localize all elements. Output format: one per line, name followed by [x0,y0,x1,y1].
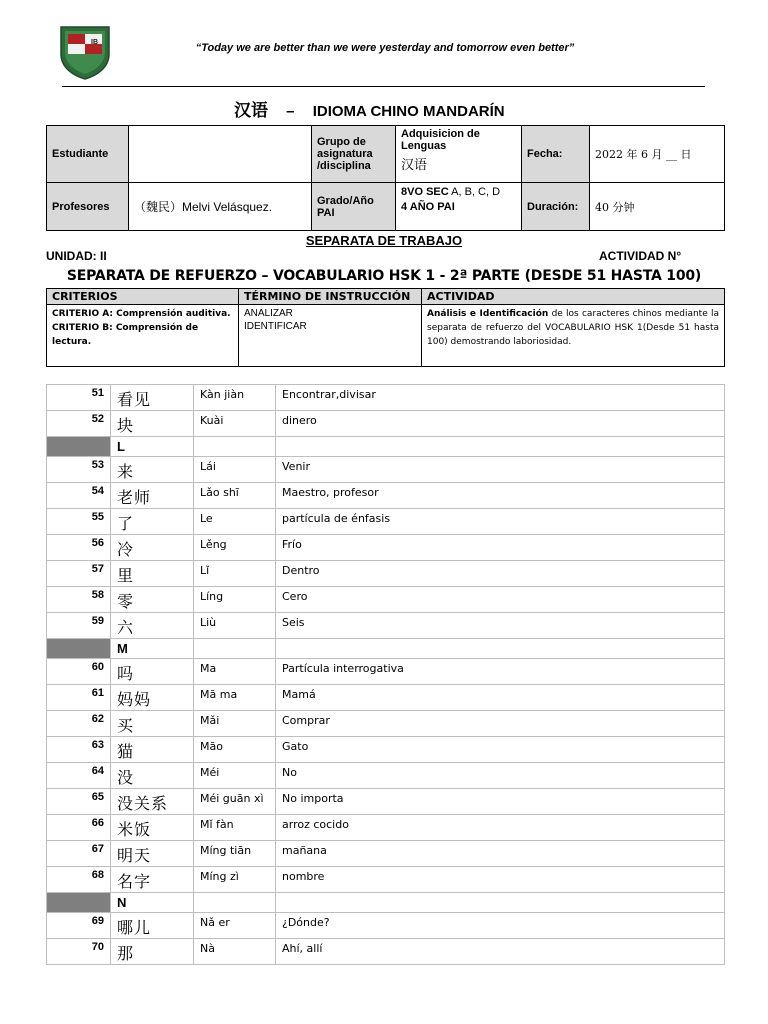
grade-value [396,183,522,231]
title-spanish: IDIOMA CHINO MANDARÍN [312,103,505,120]
vocab-hanzi: 妈妈 [111,685,194,711]
vocab-hanzi: 名字 [111,867,194,893]
letter-shade-cell [47,893,111,913]
logo-text: IB [91,39,98,46]
vocab-hanzi: 了 [111,509,194,535]
vocab-hanzi: 冷 [111,535,194,561]
vocab-pinyin: Lǐ [194,561,276,587]
vocab-pinyin: Kàn jiàn [194,385,276,411]
vocab-number: 57 [47,561,111,587]
vocab-row [47,867,725,893]
activity-number-label: ACTIVIDAD N° [599,249,682,263]
vocab-row [47,535,725,561]
section-letter: L [111,437,194,457]
vocab-pinyin: Lěng [194,535,276,561]
vocab-pinyin: Nǎ er [194,913,276,939]
worksheet-heading [0,233,768,248]
vocab-meaning: No [276,763,725,789]
vocab-meaning: ¿Dónde? [276,913,725,939]
vocab-number: 53 [47,457,111,483]
vocab-number: 61 [47,685,111,711]
vocab-row [47,411,725,437]
teachers-value [129,183,312,231]
vocab-meaning: Gato [276,737,725,763]
letter-shade-cell [47,437,111,457]
activity-cell [422,305,725,367]
vocab-row [47,659,725,685]
school-crest-logo [58,24,112,80]
vocab-hanzi: 那 [111,939,194,965]
vocab-hanzi: 猫 [111,737,194,763]
duration-label: Duración: [522,183,590,231]
date-label: Fecha: [522,126,590,183]
vocab-meaning: Ahí, allí [276,939,725,965]
vocab-row [47,737,725,763]
vocab-pinyin: Lǎo shī [194,483,276,509]
vocab-row [47,913,725,939]
empty-cell [194,437,276,457]
header-divider [62,86,705,87]
vocab-hanzi: 零 [111,587,194,613]
vocab-number: 64 [47,763,111,789]
vocab-pinyin: Mǎi [194,711,276,737]
letter-section-row [47,893,725,913]
term-analizar: ANALIZAR [244,308,293,319]
vocab-number: 70 [47,939,111,965]
student-info-table [46,125,725,231]
vocab-meaning: Cero [276,587,725,613]
teachers-label: Profesores [47,183,129,231]
vocab-hanzi: 哪儿 [111,913,194,939]
vocab-row [47,561,725,587]
duration-value: 40 分钟 [590,183,725,231]
vocab-pinyin: Māo [194,737,276,763]
vocabulary-table [46,384,725,965]
vocab-row [47,711,725,737]
vocab-pinyin: Míng zì [194,867,276,893]
criteria-header: CRITERIOS [47,289,239,305]
vocab-number: 56 [47,535,111,561]
student-name-field[interactable] [129,126,312,183]
title-dash: – [286,103,295,120]
vocab-meaning: dinero [276,411,725,437]
vocab-pinyin: Míng tiān [194,841,276,867]
title-chinese: 汉语 [234,101,268,121]
group-value [396,126,522,183]
empty-cell [276,437,725,457]
section-letter: M [111,639,194,659]
activity-bold: Análisis e Identificación [427,309,549,319]
vocab-hanzi: 买 [111,711,194,737]
vocab-hanzi: 没关系 [111,789,194,815]
vocab-pinyin: Méi guān xì [194,789,276,815]
vocab-row [47,613,725,639]
vocab-pinyin: Nà [194,939,276,965]
vocab-meaning: Partícula interrogativa [276,659,725,685]
vocab-meaning: nombre [276,867,725,893]
grade-line1-bold: 8VO SEC [401,186,449,198]
vocab-hanzi: 没 [111,763,194,789]
vocab-hanzi: 看见 [111,385,194,411]
grade-line1-rest: A, B, C, D [451,186,501,198]
group-label: Grupo de asignatura /disciplina [312,126,396,183]
vocab-row [47,587,725,613]
term-identificar: IDENTIFICAR [244,321,307,332]
vocab-meaning: arroz cocido [276,815,725,841]
group-value-line2: 汉语 [401,158,428,173]
vocab-row [47,763,725,789]
section-letter: N [111,893,194,913]
vocab-number: 62 [47,711,111,737]
vocab-row [47,685,725,711]
vocab-meaning: No importa [276,789,725,815]
date-field[interactable]: 2022 年 6 月 __ 日 [590,126,725,183]
vocab-pinyin: Mǐ fàn [194,815,276,841]
document-title [234,96,554,121]
vocab-row [47,841,725,867]
vocab-number: 69 [47,913,111,939]
criterion-b: CRITERIO B: Comprensión de lectura. [52,323,199,347]
vocab-row [47,509,725,535]
vocab-hanzi: 里 [111,561,194,587]
vocab-number: 67 [47,841,111,867]
empty-cell [194,639,276,659]
vocab-meaning: Seis [276,613,725,639]
vocab-hanzi: 米饭 [111,815,194,841]
vocab-meaning: mañana [276,841,725,867]
vocab-meaning: Encontrar,divisar [276,385,725,411]
grade-line2: 4 AÑO PAI [401,201,455,213]
term-cell [239,305,422,367]
vocab-pinyin: Méi [194,763,276,789]
vocab-pinyin: Lái [194,457,276,483]
empty-cell [276,639,725,659]
vocab-number: 55 [47,509,111,535]
vocab-meaning: Frío [276,535,725,561]
vocab-pinyin: Líng [194,587,276,613]
vocab-row [47,385,725,411]
vocab-meaning: Maestro, profesor [276,483,725,509]
vocab-row [47,789,725,815]
empty-cell [194,893,276,913]
teachers-value-name: Melvi Velásquez. [182,200,273,214]
grade-label: Grado/Año PAI [312,183,396,231]
letter-section-row [47,437,725,457]
vocab-number: 65 [47,789,111,815]
group-value-line1: Adquisicion de Lenguas [401,128,480,152]
student-label: Estudiante [47,126,129,183]
vocab-pinyin: Mā ma [194,685,276,711]
letter-section-row [47,639,725,659]
vocab-row [47,939,725,965]
vocab-meaning: Venir [276,457,725,483]
criteria-cell [47,305,239,367]
vocab-pinyin: Liù [194,613,276,639]
teachers-value-cn: （魏民） [134,200,183,214]
vocab-hanzi: 来 [111,457,194,483]
vocab-row [47,815,725,841]
activity-description: de los caracteres chinos mediante la separata de refuerzo del VOCABULARIO HSK 1(Desde 51 hasta 100) demostrando laboriosidad. [427,309,719,347]
criterion-a: CRITERIO A: Comprensión auditiva. [52,309,231,319]
vocab-meaning: Comprar [276,711,725,737]
vocab-hanzi: 明天 [111,841,194,867]
unit-label: UNIDAD: II [46,249,107,263]
vocab-meaning: Dentro [276,561,725,587]
vocab-row [47,457,725,483]
vocab-meaning: Mamá [276,685,725,711]
letter-shade-cell [47,639,111,659]
empty-cell [276,893,725,913]
worksheet-heading-text: SEPARATA DE TRABAJO [305,233,463,248]
vocab-number: 59 [47,613,111,639]
school-motto: “Today we are better than we were yesterday and tomorrow even better” [195,42,575,54]
vocab-number: 52 [47,411,111,437]
vocab-number: 60 [47,659,111,685]
vocab-pinyin: Le [194,509,276,535]
vocab-number: 58 [47,587,111,613]
vocab-row [47,483,725,509]
vocab-meaning: partícula de énfasis [276,509,725,535]
vocab-hanzi: 吗 [111,659,194,685]
vocab-number: 66 [47,815,111,841]
vocab-hanzi: 老师 [111,483,194,509]
vocab-pinyin: Kuài [194,411,276,437]
vocab-number: 51 [47,385,111,411]
vocab-hanzi: 六 [111,613,194,639]
activity-header: ACTIVIDAD [422,289,725,305]
vocab-hanzi: 块 [111,411,194,437]
vocab-number: 54 [47,483,111,509]
criteria-table [46,288,725,367]
vocab-pinyin: Ma [194,659,276,685]
worksheet-subtitle: SEPARATA DE REFUERZO – VOCABULARIO HSK 1 - 2ª PARTE (DESDE 51 HASTA 100) [66,268,702,284]
vocab-number: 63 [47,737,111,763]
vocab-number: 68 [47,867,111,893]
term-header: TÉRMINO DE INSTRUCCIÓN [239,289,422,305]
